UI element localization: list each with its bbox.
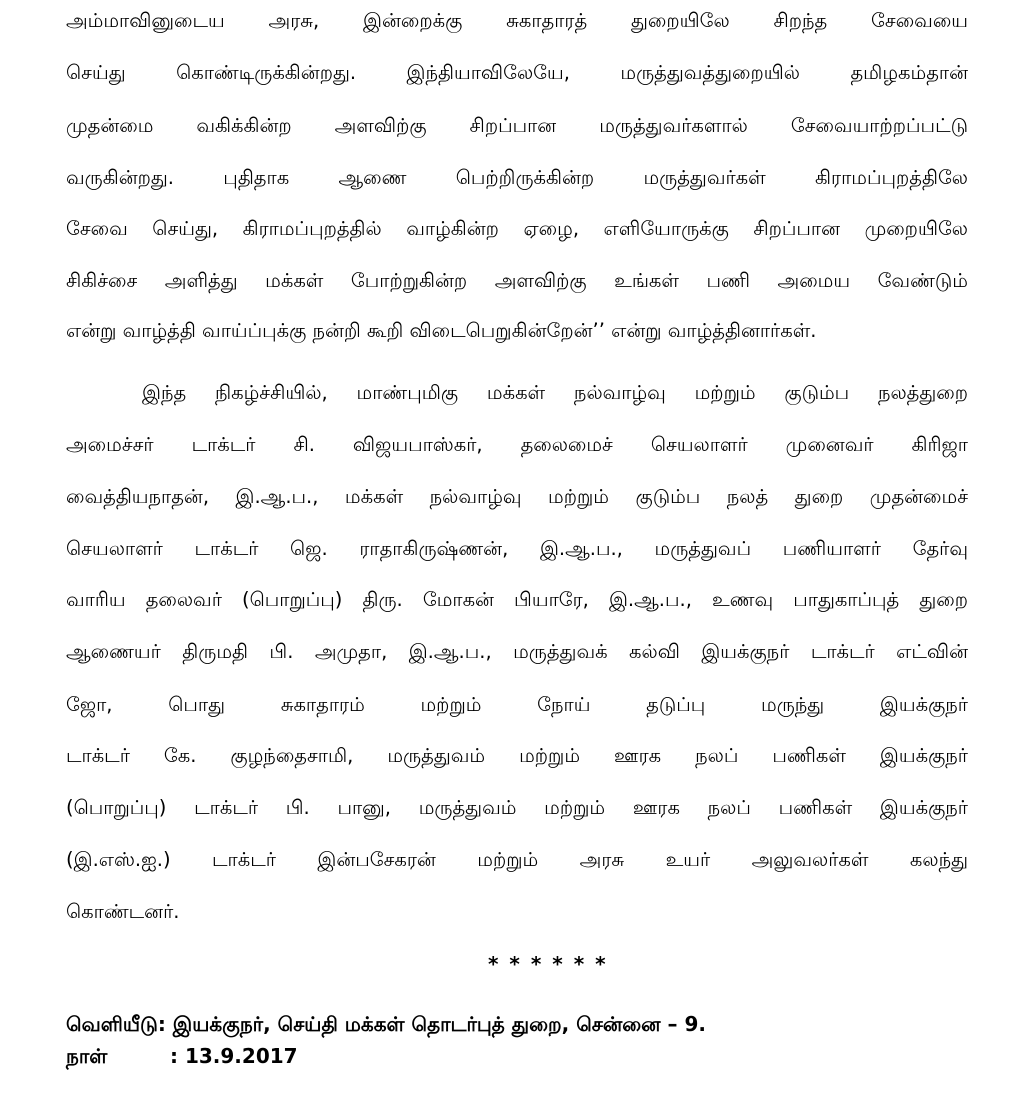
paragraph-line: செய்து கொண்டிருக்கின்றது. இந்தியாவிலேயே, மருத்துவத்துறையில் தமிழகம்தான் xyxy=(66,61,968,84)
paragraph-line: ஆணையர் திருமதி பி. அமுதா, இ.ஆ.ப., மருத்துவக் கல்வி இயக்குநர் டாக்டர் எட்வின் xyxy=(66,640,968,663)
section-separator: * * * * * * xyxy=(488,952,608,976)
paragraph-line: கொண்டனர். xyxy=(66,900,180,923)
paragraph-line: (இ.எஸ்.ஐ.) டாக்டர் இன்பசேகரன் மற்றும் அரசு உயர் அலுவலர்கள் கலந்து xyxy=(66,848,968,871)
paragraph-line: அம்மாவினுடைய அரசு, இன்றைக்கு சுகாதாரத் துறையிலே சிறந்த சேவையை xyxy=(66,9,968,32)
date-label: நாள் xyxy=(66,1044,108,1068)
paragraph-line: செயலாளர் டாக்டர் ஜெ. ராதாகிருஷ்ணன், இ.ஆ.ப., மருத்துவப் பணியாளர் தேர்வு xyxy=(66,537,968,560)
paragraph-line: சேவை செய்து, கிராமப்புறத்தில் வாழ்கின்ற ஏழை, எளியோருக்கு சிறப்பான முறையிலே xyxy=(66,217,968,240)
paragraph-line: என்று வாழ்த்தி வாய்ப்புக்கு நன்றி கூறி விடைபெறுகின்றேன்’’ என்று வாழ்த்தினார்கள். xyxy=(66,319,817,342)
paragraph-line: அமைச்சர் டாக்டர் சி. விஜயபாஸ்கர், தலைமைச் செயலாளர் முனைவர் கிரிஜா xyxy=(66,433,968,456)
paragraph-line: முதன்மை வகிக்கின்ற அளவிற்கு சிறப்பான மருத்துவர்களால் சேவையாற்றப்பட்டு xyxy=(66,114,968,137)
paragraph-line: வைத்தியநாதன், இ.ஆ.ப., மக்கள் நல்வாழ்வு மற்றும் குடும்ப நலத் துறை முதன்மைச் xyxy=(66,485,968,508)
paragraph-line: டாக்டர் கே. குழந்தைசாமி, மருத்துவம் மற்றும் ஊரக நலப் பணிகள் இயக்குநர் xyxy=(66,744,968,767)
paragraph-line: ஜோ, பொது சுகாதாரம் மற்றும் நோய் தடுப்பு மருந்து இயக்குநர் xyxy=(66,693,968,716)
paragraph-line: இந்த நிகழ்ச்சியில், மாண்புமிகு மக்கள் நல்வாழ்வு மற்றும் குடும்ப நலத்துறை xyxy=(142,381,968,404)
paragraph-line: சிகிச்சை அளித்து மக்கள் போற்றுகின்ற அளவிற்கு உங்கள் பணி அமைய வேண்டும் xyxy=(66,269,968,292)
date-value: : 13.9.2017 xyxy=(170,1044,298,1068)
release-credit: வெளியீடு: இயக்குநர், செய்தி மக்கள் தொடர்புத் துறை, சென்னை – 9. xyxy=(66,1012,707,1036)
paragraph-line: (பொறுப்பு) டாக்டர் பி. பானு, மருத்துவம் மற்றும் ஊரக நலப் பணிகள் இயக்குநர் xyxy=(66,796,968,819)
paragraph-line: வாரிய தலைவர் (பொறுப்பு) திரு. மோகன் பியாரே, இ.ஆ.ப., உணவு பாதுகாப்புத் துறை xyxy=(66,588,968,611)
paragraph-line: வருகின்றது. புதிதாக ஆணை பெற்றிருக்கின்ற மருத்துவர்கள் கிராமப்புறத்திலே xyxy=(66,166,968,189)
